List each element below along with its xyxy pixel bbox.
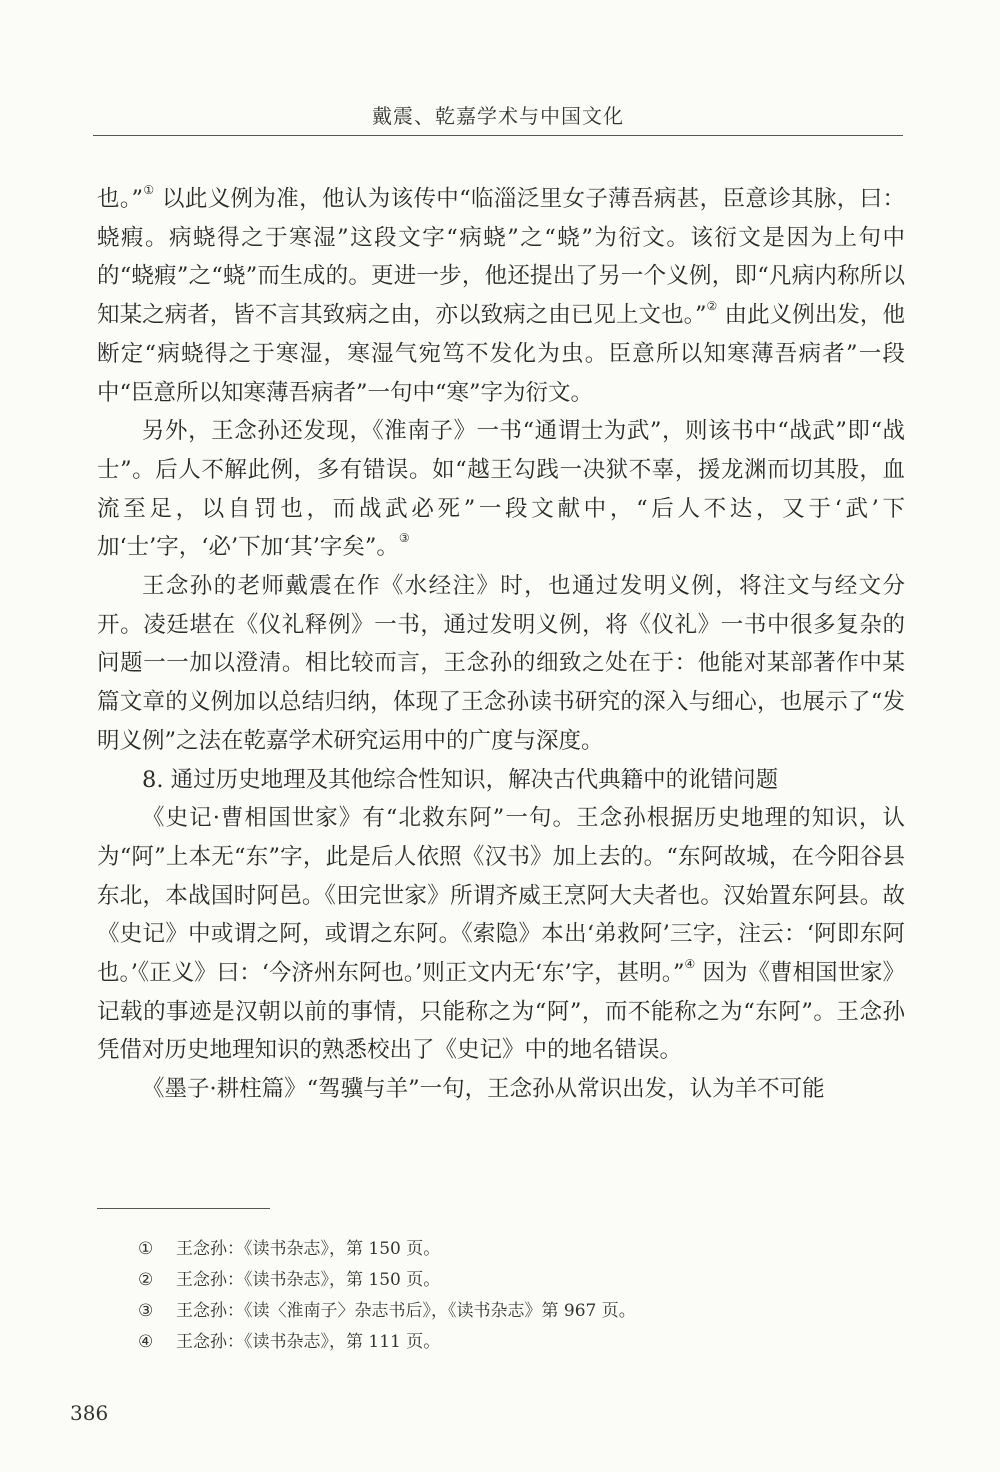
paragraph-text: 也。”: [97, 186, 143, 212]
paragraph-text: 由此义例出发，他断定“病蛲得之于寒湿，寒湿气宛笃不发化为虫。臣意所以知寒薄吾病者”一段中“臣意所以知寒薄吾病者”一句中“寒”字为衍文。: [97, 302, 905, 406]
paragraph-text: 《墨子·耕柱篇》“驾骥与羊”一句，王念孙从常识出发，认为羊不可能: [142, 1076, 825, 1103]
paragraph: [97, 180, 905, 412]
paragraph-text: 另外，王念孙还发现，《淮南子》一书“通谓士为武”，则该书中“战武”即“战士”。后人不解此例，多有错误。如“越王勾践一决狱不辜，援龙渊而切其股，血流至足，以自罚也，而战武必死”一段文献中，“后人不达，又于‘武’下加‘士’字，‘必’下加‘其’字矣”。: [97, 418, 905, 561]
paragraph: [97, 761, 905, 800]
paragraph: [97, 567, 905, 761]
footnote-ref: ③: [398, 531, 410, 546]
footnote-text: 王念孙：《读〈淮南子〉杂志书后》，《读书杂志》第 967 页。: [176, 1301, 636, 1321]
watermark: [2, 872, 52, 1122]
body-text: [97, 180, 905, 1109]
footnote: [138, 1327, 898, 1358]
footnote-mark: ④: [138, 1332, 154, 1352]
footnotes: [138, 1234, 898, 1358]
paragraph: [97, 412, 905, 567]
paragraph-text: 王念孙的老师戴震在作《水经注》时，也通过发明义例，将注文与经文分开。凌廷堪在《仪礼释例》一书，通过发明义例，将《仪礼》一书中很多复杂的问题一一加以澄清。相比较而言，王念孙的细致之处在于：他能对某部著作中某篇文章的义例加以总结归纳，体现了王念孙读书研究的深入与细心，也展示了“发明义例”之法在乾嘉学术研究运用中的广度与深度。: [97, 573, 905, 754]
header-rule: [93, 135, 903, 136]
footnote-mark: ①: [138, 1239, 154, 1259]
footnote-ref: ④: [684, 957, 696, 972]
footnote-mark: ③: [138, 1301, 154, 1321]
running-head: 戴震、乾嘉学术与中国文化: [372, 104, 624, 128]
paragraph: [97, 799, 905, 1070]
paragraph-text: 《史记·曹相国世家》有“北救东阿”一句。王念孙根据历史地理的知识，认为“阿”上本无“东”字，此是后人依照《汉书》加上去的。“东阿故城，在今阳谷县东北，本战国时阿邑。《田完世家》所谓齐威王烹阿大夫者也。汉始置东阿县。故《史记》中或谓之阿，或谓之东阿。《索隐》本出‘弟救阿’三字，注云：‘阿即东阿也。’《正义》曰：‘今济州东阿也。’则正文内无‘东’字，甚明。”: [97, 805, 905, 987]
footnote: [138, 1265, 898, 1296]
paragraph-text: 8. 通过历史地理及其他综合性知识，解决古代典籍中的讹错问题: [142, 766, 779, 793]
footnote-mark: ②: [138, 1270, 154, 1290]
footnote-text: 王念孙：《读书杂志》，第 111 页。: [176, 1332, 441, 1352]
page-number: 386: [70, 1401, 109, 1425]
footnote: [138, 1296, 898, 1327]
footnote-text: 王念孙：《读书杂志》，第 150 页。: [176, 1239, 441, 1259]
footnote-ref: ②: [706, 299, 718, 314]
paragraph-text: 以此义例为准，他认为该传中“临淄泛里女子薄吾病甚，臣意诊其脉，曰：蛲瘕。病蛲得之于寒湿”这段文字“病蛲”之“蛲”为衍文。该衍文是因为上句中的“蛲瘕”之“蛲”而生成的。更进一步，他还提出了另一个义例，即“凡病内称所以知某之病者，皆不言其致病之由，亦以致病之由已见上文也。”: [97, 186, 905, 329]
paragraph-text: 因为《曹相国世家》记载的事迹是汉朝以前的事情，只能称之为“阿”，而不能称之为“东阿”。王念孙凭借对历史地理知识的熟悉校出了《史记》中的地名错误。: [97, 960, 906, 1064]
footnote: [138, 1234, 898, 1265]
paragraph: [97, 1070, 905, 1109]
footnote-ref: ①: [142, 183, 155, 197]
footnote-rule: [97, 1208, 270, 1209]
footnote-text: 王念孙：《读书杂志》，第 150 页。: [176, 1270, 441, 1290]
